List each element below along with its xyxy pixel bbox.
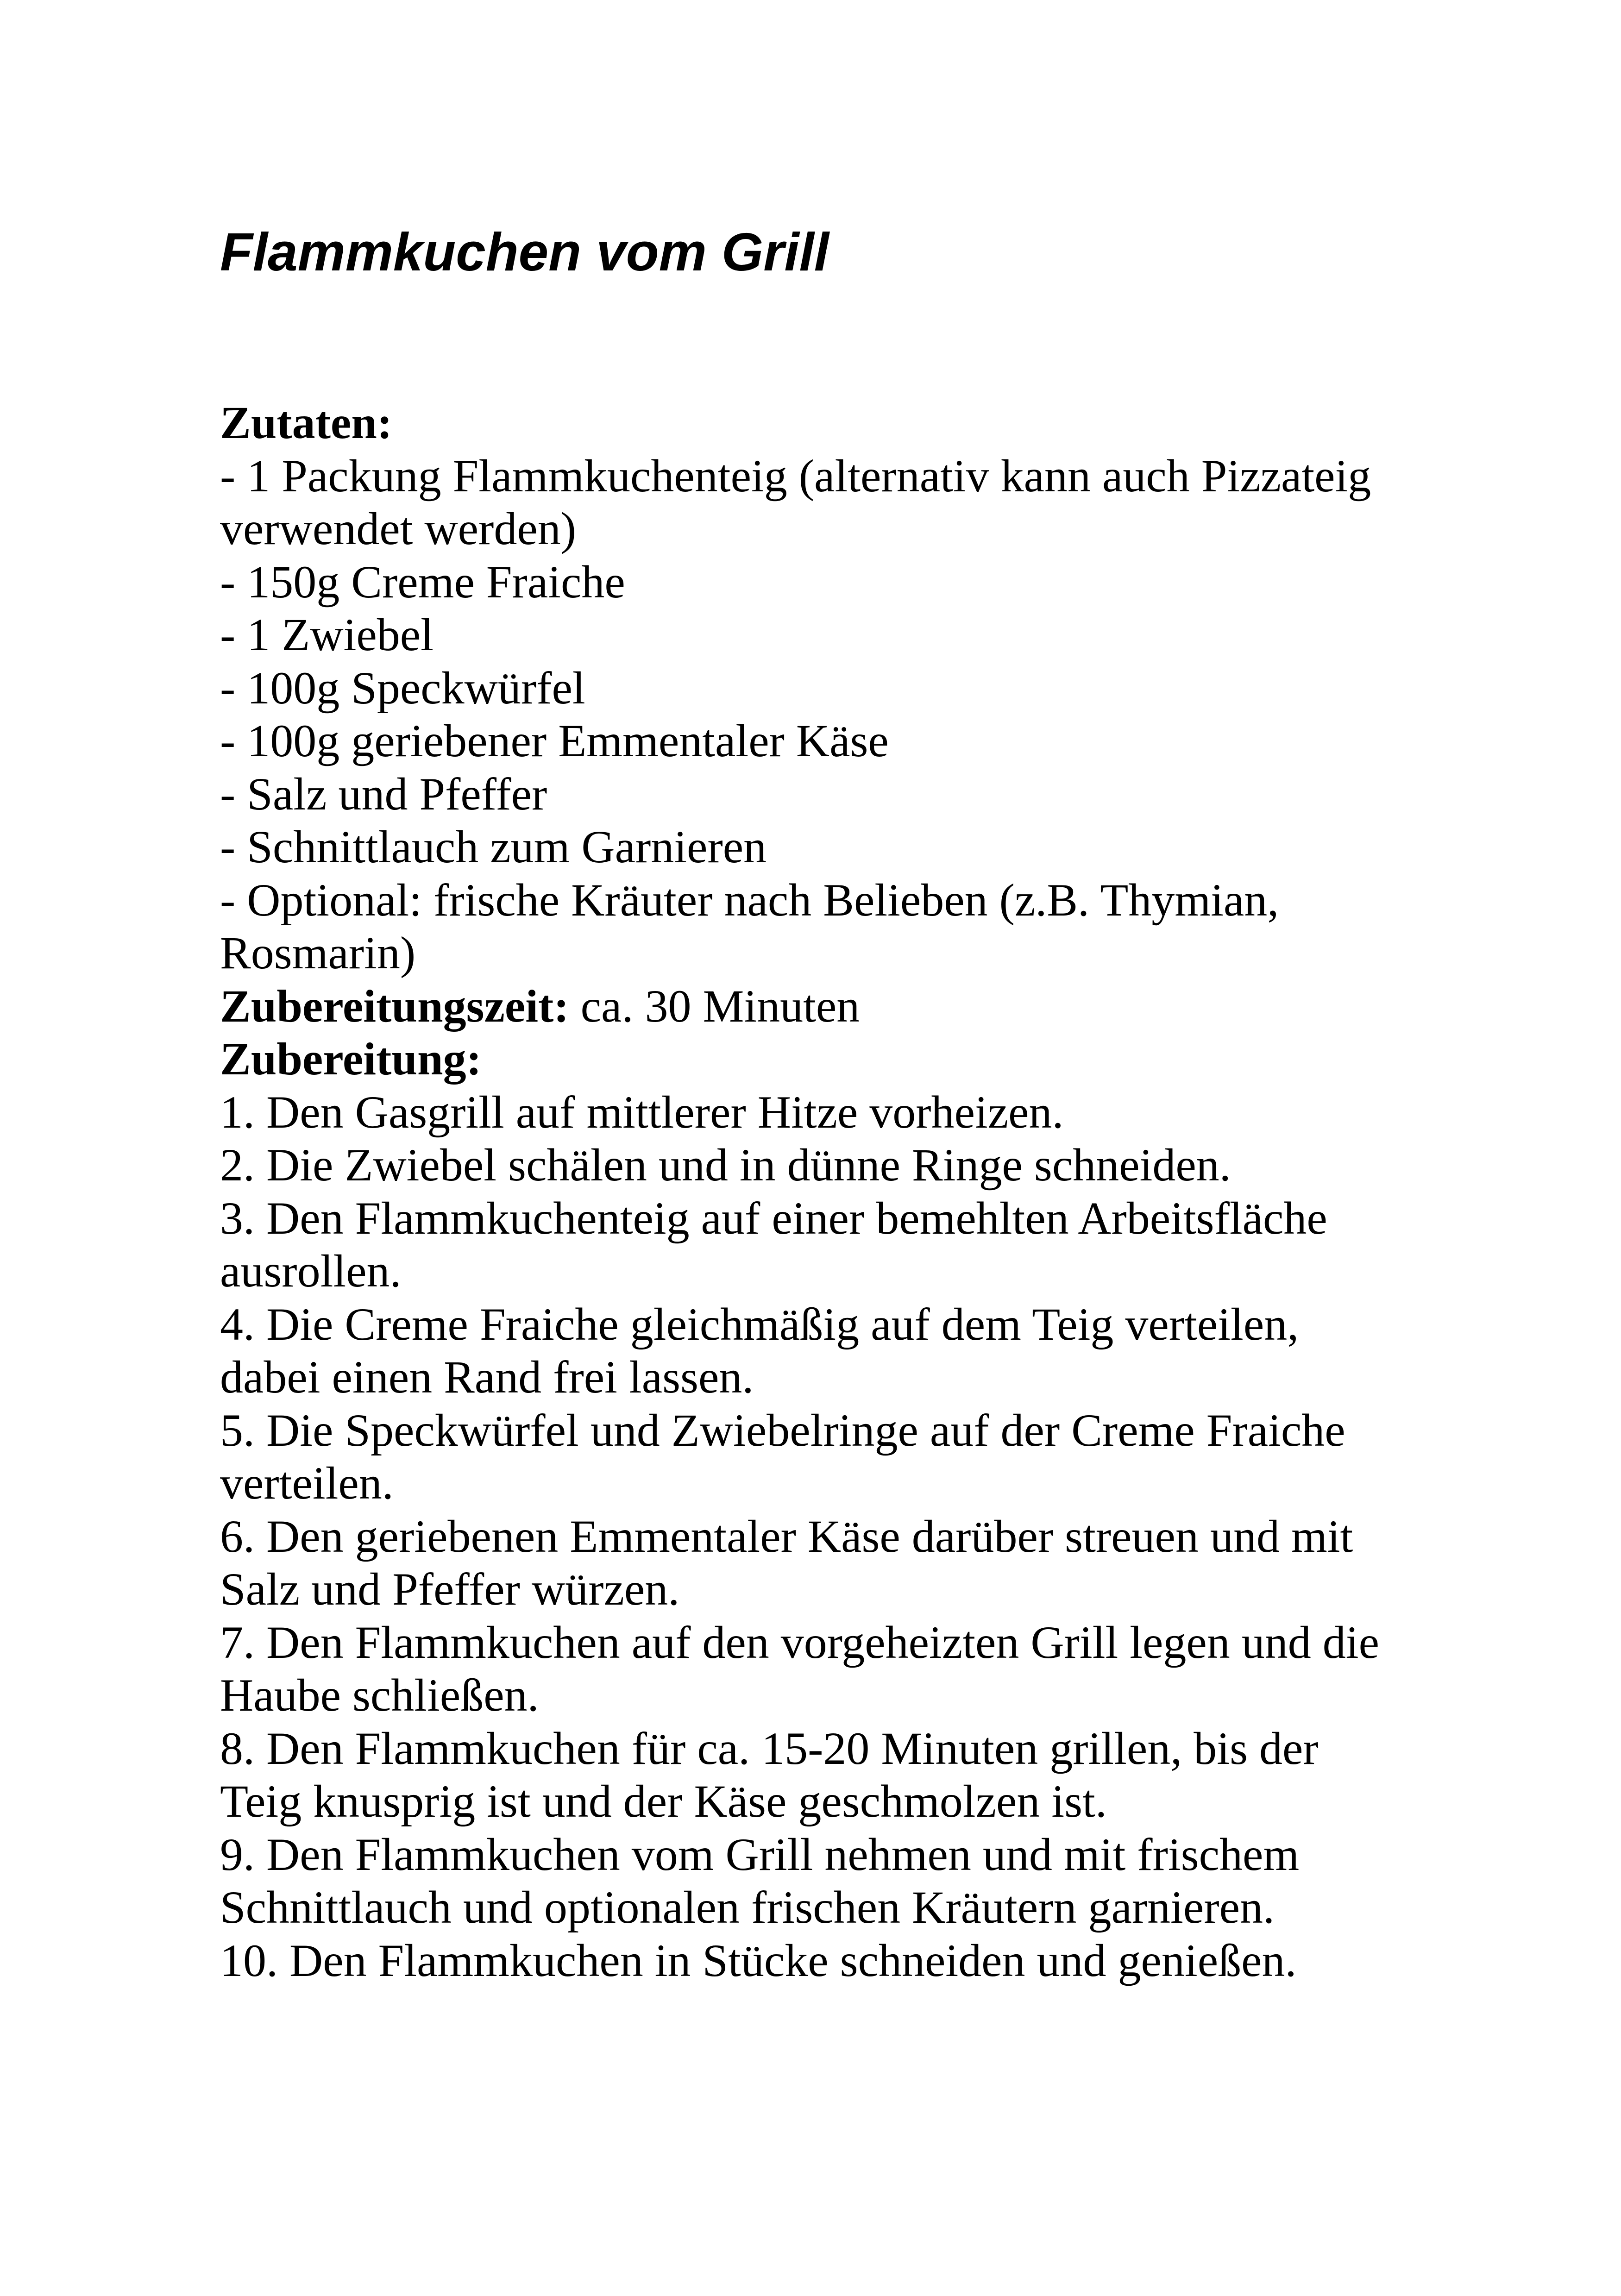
- preparation-line: dabei einen Rand frei lassen.: [220, 1351, 754, 1403]
- preparation-line: 3. Den Flammkuchenteig auf einer bemehlten Arbeitsfläche: [220, 1192, 1327, 1244]
- prep-time-label: Zubereitungszeit:: [220, 980, 569, 1032]
- preparation-line: 9. Den Flammkuchen vom Grill nehmen und mit frischem: [220, 1828, 1300, 1880]
- preparation-line: Teig knusprig ist und der Käse geschmolzen ist.: [220, 1775, 1107, 1827]
- recipe-body: [220, 396, 1424, 1987]
- ingredient-line: verwendet werden): [220, 503, 577, 554]
- prep-time-value: ca. 30 Minuten: [569, 980, 860, 1032]
- preparation-line: 5. Die Speckwürfel und Zwiebelringe auf der Creme Fraiche: [220, 1404, 1345, 1456]
- preparation-line: Salz und Pfeffer würzen.: [220, 1563, 680, 1615]
- preparation-line: ausrollen.: [220, 1245, 402, 1297]
- ingredients-heading: Zutaten:: [220, 397, 393, 448]
- ingredient-line: - 100g geriebener Emmentaler Käse: [220, 715, 889, 766]
- preparation-line: verteilen.: [220, 1457, 394, 1509]
- preparation-line: Schnittlauch und optionalen frischen Kräutern garnieren.: [220, 1882, 1275, 1933]
- preparation-line: 2. Die Zwiebel schälen und in dünne Ringe schneiden.: [220, 1139, 1231, 1191]
- ingredient-line: - Schnittlauch zum Garnieren: [220, 821, 767, 872]
- preparation-line: 7. Den Flammkuchen auf den vorgeheizten Grill legen und die: [220, 1616, 1379, 1668]
- ingredient-line: - 150g Creme Fraiche: [220, 556, 625, 608]
- recipe-content: [220, 218, 1424, 1987]
- ingredient-line: - 1 Zwiebel: [220, 609, 434, 660]
- ingredient-line: - 1 Packung Flammkuchenteig (alternativ kann auch Pizzateig: [220, 450, 1371, 502]
- ingredient-line: - Optional: frische Kräuter nach Belieben (z.B. Thymian,: [220, 874, 1279, 926]
- prep-time-line: [220, 980, 1424, 1033]
- preparation-line: 10. Den Flammkuchen in Stücke schneiden und genießen.: [220, 1934, 1297, 1986]
- preparation-line: 4. Die Creme Fraiche gleichmäßig auf dem Teig verteilen,: [220, 1298, 1299, 1350]
- ingredient-line: - Salz und Pfeffer: [220, 768, 547, 820]
- ingredient-line: Rosmarin): [220, 927, 416, 979]
- preparation-line: 1. Den Gasgrill auf mittlerer Hitze vorheizen.: [220, 1086, 1064, 1138]
- preparation-line: Haube schließen.: [220, 1669, 539, 1721]
- preparation-line: 8. Den Flammkuchen für ca. 15-20 Minuten grillen, bis der: [220, 1722, 1319, 1774]
- preparation-line: 6. Den geriebenen Emmentaler Käse darüber streuen und mit: [220, 1510, 1353, 1562]
- recipe-title: Flammkuchen vom Grill: [220, 222, 829, 282]
- preparation-heading: Zubereitung:: [220, 1033, 482, 1085]
- ingredient-line: - 100g Speckwürfel: [220, 662, 585, 714]
